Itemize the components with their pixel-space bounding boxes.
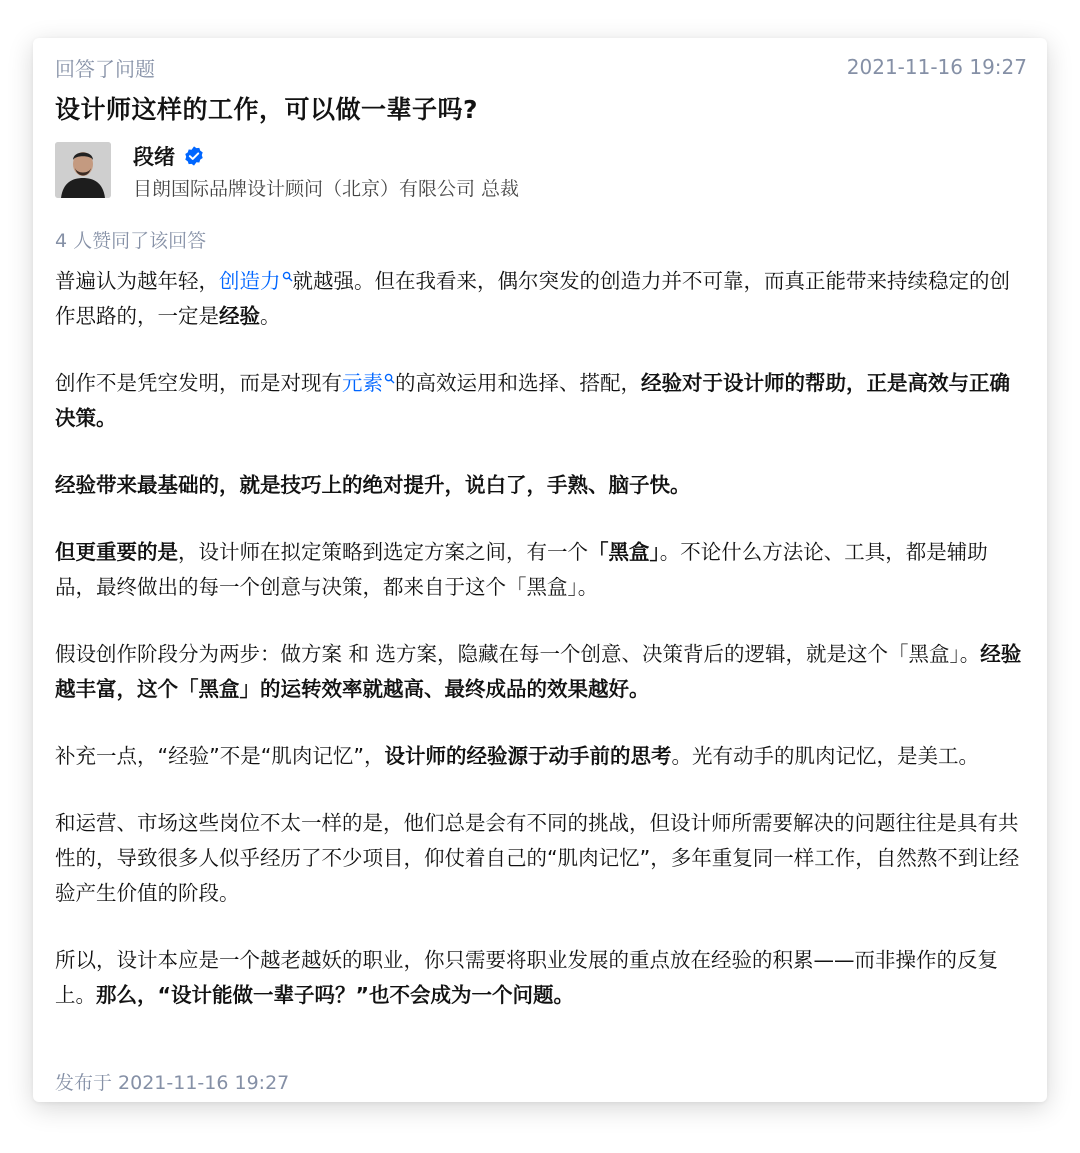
answer-paragraph [55, 535, 1023, 605]
paragraph-text: 和运营、市场这些岗位不太一样的是，他们总是会有不同的挑战，但设计师所需要解决的问题往往是具有共性的，导致很多人似乎经历了不少项目，仰仗着自己的“肌肉记忆”，多年重复同一样工作，自然熬不到让经验产生价值的阶段。 [55, 811, 1020, 905]
bold-text: 经验 [219, 304, 260, 328]
paragraph-text: 的高效运用和选择、搭配， [395, 371, 641, 395]
paragraph-text: 普遍认为越年轻， [55, 269, 219, 293]
author-bio: 目朗国际品牌设计顾问（北京）有限公司 总裁 [133, 178, 520, 200]
bold-text: 那么，“设计能做一辈子吗？”也不会成为一个问题。 [96, 983, 574, 1007]
keyword-link-creativity[interactable] [219, 269, 293, 293]
answer-paragraph [55, 739, 1023, 774]
answer-paragraph [55, 468, 1023, 503]
paragraph-text: ，设计师在拟定策略到选定方案之间，有一个 [178, 540, 588, 564]
keyword-link-elements[interactable] [342, 371, 395, 395]
paragraph-text: 假设创作阶段分为两步：做方案 和 选方案，隐藏在每一个创意、决策背后的逻辑，就是这个「黑盒」。 [55, 642, 981, 666]
search-icon [282, 271, 293, 282]
answer-paragraph [55, 366, 1023, 436]
author-name[interactable]: 段绪 [133, 145, 175, 169]
bold-text: 经验带来最基础的，就是技巧上的绝对提升，说白了，手熟、脑子快。 [55, 473, 691, 497]
bold-text: 设计师的经验源于动手前的思考 [384, 744, 672, 768]
answer-paragraph [55, 943, 1023, 1013]
bold-text: 「黑盒」 [588, 540, 660, 564]
activity-timestamp: 2021-11-16 19:27 [846, 55, 1027, 79]
answer-paragraph [55, 637, 1023, 707]
paragraph-text: 所以，设计本应是一个越老越妖的职业，你只需要将职业发展的重点放在经验的积累——而非操作的反复上。 [55, 948, 998, 1007]
bold-text: 经验越丰富，这个「黑盒」的运转效率就越高、最终成品的效果越好。 [55, 642, 1022, 701]
paragraph-text: 创作不是凭空发明，而是对现有 [55, 371, 342, 395]
verified-badge-icon [183, 145, 205, 167]
paragraph-text: 。 [260, 304, 281, 328]
answer-content [55, 264, 1023, 1013]
bold-text: 经验对于设计师的帮助，正是高效与正确决策。 [55, 371, 1010, 430]
search-icon [384, 373, 395, 384]
paragraph-text: 补充一点，“经验”不是“肌肉记忆”， [55, 744, 385, 768]
answer-paragraph [55, 264, 1023, 334]
paragraph-text: 。光有动手的肌肉记忆，是美工。 [671, 744, 979, 768]
paragraph-text: 就越强。但在我看来，偶尔突发的创造力并不可靠，而真正能带来持续稳定的创作思路的，一定是 [55, 269, 1010, 328]
keyword-link-text[interactable]: 创造力 [219, 269, 281, 293]
author-name-row [133, 142, 205, 170]
author-block [55, 142, 955, 198]
keyword-link-text[interactable]: 元素 [342, 371, 383, 395]
bold-text: 但更重要的是 [55, 540, 178, 564]
answer-paragraph [55, 806, 1023, 911]
published-timestamp[interactable]: 发布于 2021-11-16 19:27 [55, 1072, 290, 1094]
activity-label: 回答了问题 [55, 56, 155, 81]
vote-count-text[interactable]: 4 人赞同了该回答 [55, 230, 207, 252]
answer-card [33, 38, 1047, 1102]
question-title[interactable]: 设计师这样的工作，可以做一辈子吗? [55, 95, 479, 124]
paragraph-text: 。不论什么方法论、工具，都是辅助品，最终做出的每一个创意与决策，都来自于这个「黑盒」。 [55, 540, 988, 599]
answer-meta-row [55, 52, 1027, 82]
author-avatar[interactable] [55, 142, 111, 198]
